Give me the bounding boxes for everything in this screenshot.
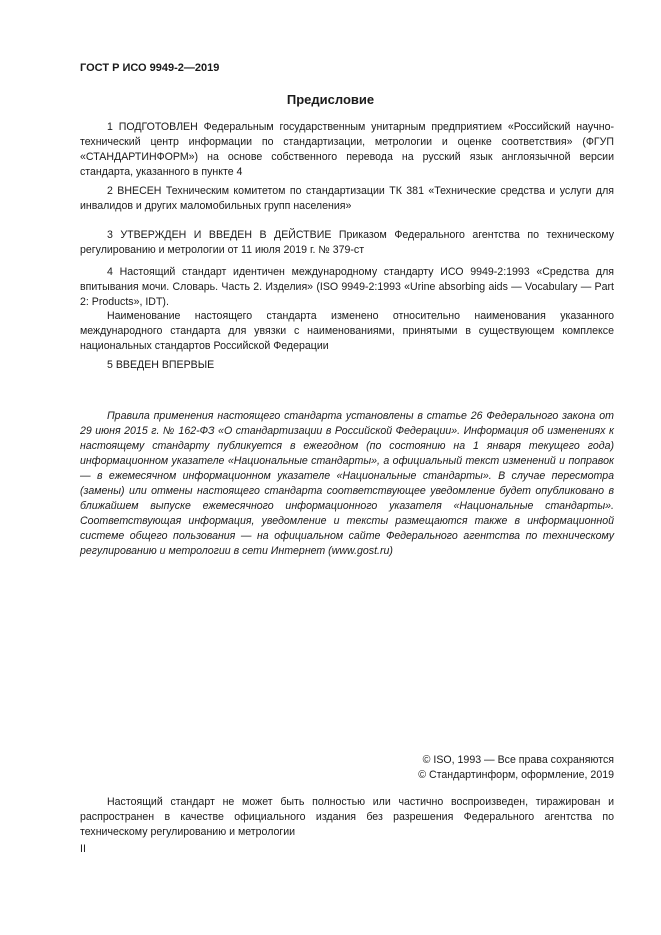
paragraph-4: 4 Настоящий стандарт идентичен международному стандарту ИСО 9949-2:1993 «Средства для впитывания мочи. Словарь. Часть 2. Изделия» (ISO 9949-2:1993 «Urine absorbing aids — Vocabulary — Part 2: Products», IDT).: [80, 266, 614, 308]
paragraph-4-note: Наименование настоящего стандарта изменено относительно наименования указанного международного стандарта для увязки с наименованиями, принятыми в существующем комплексе национальных стандартов Российской Федерации: [80, 310, 614, 352]
page-title: Предисловие: [286, 92, 375, 107]
rules-notice: Правила применения настоящего стандарта установлены в статье 26 Федерального закона от 29 июня 2015 г. № 162-ФЗ «О стандартизации в Российской Федерации». Информация об изменениях к настоящему стандарту публикуется в ежегодном (по состоянию на 1 января текущего года) информационном указателе «Национальные стандарты», а официальный текст изменений и поправок — в ежемесячном информационном указателе «Национальные стандарты». В случае пересмотра (замены) или отмены настоящего стандарта соответствующее уведомление будет опубликовано в ближайшем выпуске ежемесячного информационного указателя «Национальные стандарты». Соответствующая информация, уведомление и тексты размещаются также в информационной системе общего пользования — на официальном сайте Федерального агентства по техническому регулированию и метрологии в сети Интернет (www.gost.ru): [80, 410, 614, 557]
paragraph-3: 3 УТВЕРЖДЕН И ВВЕДЕН В ДЕЙСТВИЕ Приказом Федерального агентства по техническому регулированию и метрологии от 11 июля 2019 г. № 379-ст: [80, 229, 614, 256]
paragraph-2: 2 ВНЕСЕН Техническим комитетом по стандартизации ТК 381 «Технические средства и услуги для инвалидов и других маломобильных групп населения»: [80, 185, 614, 212]
document-code: ГОСТ Р ИСО 9949-2—2019: [80, 62, 220, 74]
footer-notice: Настоящий стандарт не может быть полностью или частично воспроизведен, тиражирован и распространен в качестве официального издания без разрешения Федерального агентства по техническому регулированию и метрологии: [80, 796, 614, 838]
paragraph-1: 1 ПОДГОТОВЛЕН Федеральным государственным унитарным предприятием «Российский научно-технический центр информации по стандартизации, метрологии и оценке соответствия» (ФГУП «СТАНДАРТИНФОРМ») на основе собственного перевода на русский язык англоязычной версии стандарта, указанного в пункте 4: [80, 121, 614, 178]
paragraph-5: 5 ВВЕДЕН ВПЕРВЫЕ: [107, 359, 215, 371]
copyright-standartinform: © Стандартинформ, оформление, 2019: [418, 769, 614, 781]
copyright-iso: © ISO, 1993 — Все права сохраняются: [422, 754, 614, 766]
page-number: II: [80, 843, 86, 855]
